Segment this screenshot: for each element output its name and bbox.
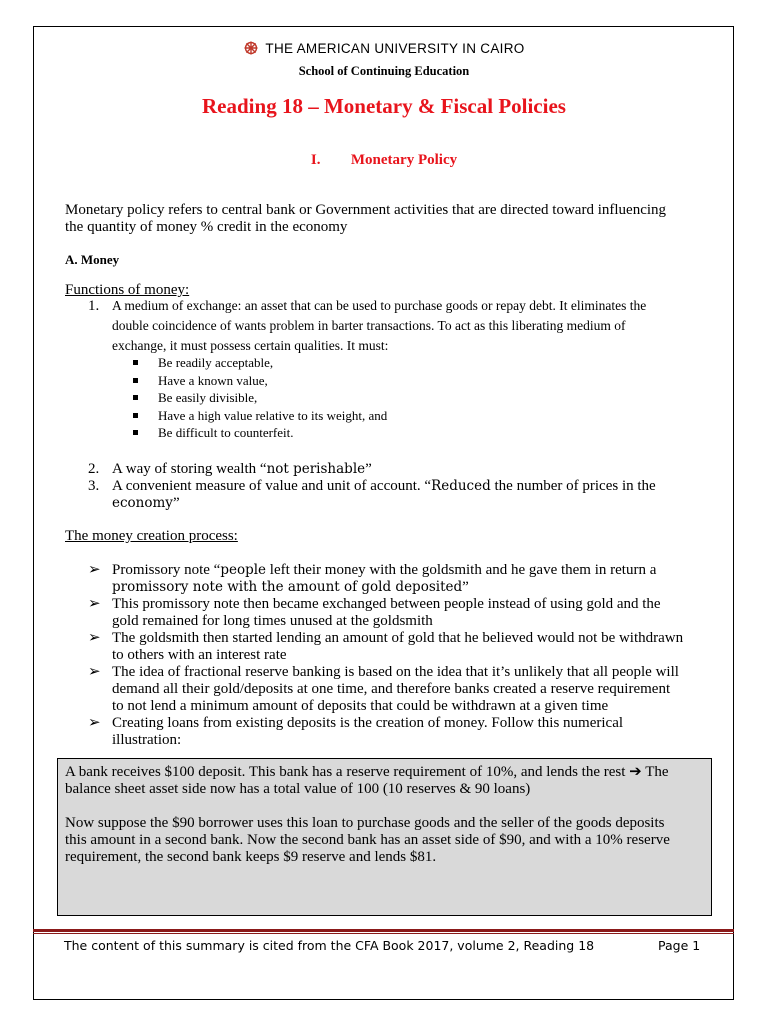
list-item: Be difficult to counterfeit. <box>133 424 533 442</box>
right-arrow-icon: ➔ <box>629 764 642 780</box>
footer-citation: The content of this summary is cited from the CFA Book 2017, volume 2, Reading 18 <box>64 938 595 953</box>
header <box>0 40 768 79</box>
creation-heading: The money creation process: <box>65 528 238 544</box>
function-item-2: A way of storing wealth “not perishable” <box>112 461 372 477</box>
university-name <box>243 40 524 56</box>
university-text: THE AMERICAN UNIVERSITY IN CAIRO <box>265 40 525 56</box>
illustration-text: A bank receives $100 deposit. This bank has a reserve requirement of 10%, and lends the rest ➔ The balance sheet asset side now has a total value of 100 (10 reserves & 90 loans) Now suppose the $90 borrower uses this loan to purchase goods and the seller of the goods deposits this amount in a second bank. Now the second bank has an asset side of $90, and with a 10% reserve requirement, the second bank keeps $9 reserve and lends $81. <box>65 764 670 865</box>
list-item: ➢ The goldsmith then started lending an amount of gold that he believed would not be withdrawn to others with an interest rate <box>88 630 684 663</box>
arrow-bullet-icon: ➢ <box>88 596 101 612</box>
creation-list <box>88 562 728 749</box>
function-item-3: A convenient measure of value and unit of account. “Reduced the number of prices in the economy” <box>112 478 656 511</box>
auc-logo-icon <box>243 40 259 56</box>
function-item-line: exchange, it must possess certain qualities. It must: <box>112 338 389 353</box>
intro-line: the quantity of money % credit in the economy <box>65 219 348 235</box>
function-item-number: 2. <box>88 461 100 477</box>
qualities-list <box>133 354 533 442</box>
arrow-bullet-icon: ➢ <box>88 562 101 578</box>
document-title: Reading 18 – Monetary & Fiscal Policies <box>202 94 566 118</box>
function-item-line: A medium of exchange: an asset that can be used to purchase goods or repay debt. It eliminates the <box>112 298 647 313</box>
subsection-money: A. Money <box>65 252 120 267</box>
arrow-bullet-icon: ➢ <box>88 630 101 646</box>
page-number: Page 1 <box>658 938 701 953</box>
intro-line: Monetary policy refers to central bank or Government activities that are directed toward influencing <box>65 202 667 218</box>
list-item: ➢ Creating loans from existing deposits is the creation of money. Follow this numerical illustration: <box>88 715 624 748</box>
arrow-bullet-icon: ➢ <box>88 715 101 731</box>
square-bullet-icon <box>133 395 138 400</box>
function-item-line: double coincidence of wants problem in barter transactions. To act as this liberating medium of <box>112 318 626 333</box>
arrow-bullet-icon: ➢ <box>88 664 101 680</box>
list-item: ➢ Promissory note “people left their money with the goldsmith and he gave them in return a promissory note with the amount of gold deposited” <box>88 562 657 595</box>
section-title-text: Monetary Policy <box>350 152 458 168</box>
square-bullet-icon <box>133 360 138 365</box>
function-item-1 <box>112 296 646 356</box>
function-item-number: 1. <box>88 298 100 314</box>
section-number: I. <box>310 152 321 168</box>
section-title <box>0 152 768 169</box>
school-name: School of Continuing Education <box>298 64 470 78</box>
functions-heading: Functions of money: <box>65 282 190 298</box>
illustration-box <box>57 758 712 916</box>
footer-rule <box>33 929 734 932</box>
list-item: Be easily divisible, <box>133 389 533 407</box>
list-item: ➢ The idea of fractional reserve banking is based on the idea that it’s unlikely that all people will demand all their gold/deposits at one time, and therefore banks created a reserve requirement to not lend a minimum amount of deposits that could be withdrawn at a given time <box>88 664 679 714</box>
intro-paragraph <box>65 202 666 236</box>
function-item-number: 3. <box>88 478 100 494</box>
list-item: Have a high value relative to its weight, and <box>133 407 533 425</box>
list-item: ➢ This promissory note then became exchanged between people instead of using gold and the gold remained for long times unused at the goldsmith <box>88 596 661 629</box>
list-item: Be readily acceptable, <box>133 354 533 372</box>
square-bullet-icon <box>133 378 138 383</box>
list-item: Have a known value, <box>133 372 533 390</box>
square-bullet-icon <box>133 430 138 435</box>
footer-rule-thin <box>33 933 734 934</box>
square-bullet-icon <box>133 413 138 418</box>
